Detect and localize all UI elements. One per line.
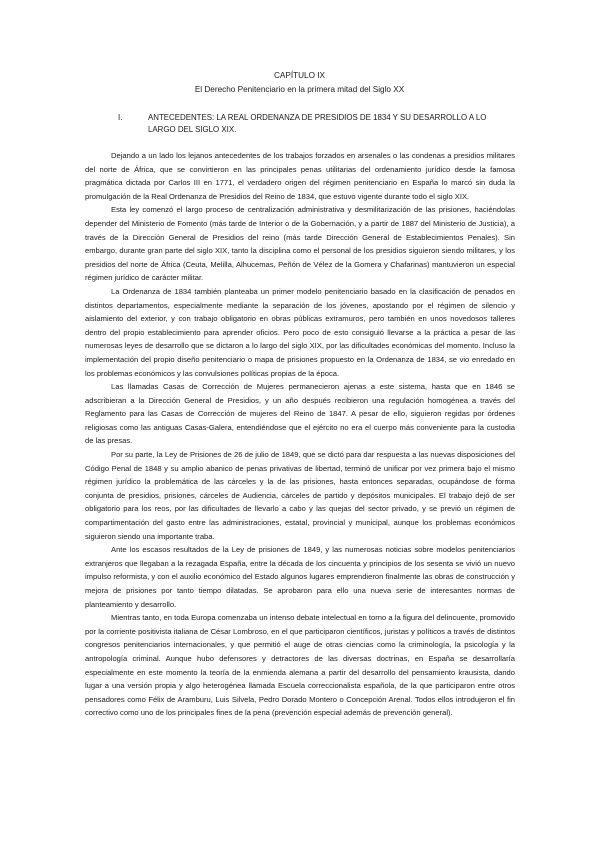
paragraph: Ante los escasos resultados de la Ley de prisiones de 1849, y las numerosas noticias sobre modelos penitenciarios extranjeros que llegaban a la rezagada España, entre la década de los cincuenta y principios de los sesenta se vivió un nuevo impulso reformista, y con el auxilio económico del Estado algunos lugares emprendieron finalmente las obras de construcción y mejora de prisiones por tanto tiempo dilatadas. Se aprobaron para ello una nueva serie de interesantes normas de planteamiento y desarrollo. [85, 545, 515, 609]
chapter-title: El Derecho Penitenciario en la primera mitad del Siglo XX [194, 85, 405, 94]
paragraph: Dejando a un lado los lejanos antecedentes de los trabajos forzados en arsenales o las condenas a presidios militares del norte de África, que se convirtieron en las principales penas utilitarias del ordenamiento jurídico desde la famosa pragmática dictada por Carlos III en 1771, el verdadero origen del régimen penitenciario en España lo marcó sin duda la promulgación de la Real Ordenanza de Presidios del Reino de 1834, que estuvo vigente durante todo el siglo XIX. [85, 151, 515, 201]
body-text [85, 149, 515, 720]
paragraph: La Ordenanza de 1834 también planteaba un primer modelo penitenciario basado en la clasificación de penados en distintos departamentos, especialmente mediante la separación de los jóvenes, apostando por el régimen de silencio y aislamiento del exterior, y con trabajo obligatorio en obras públicas extramuros, pero también en unos novedosos talleres dentro del propio establecimiento para aprender oficios. Pero poco de esto consiguió llevarse a la práctica a pesar de las numerosas leyes de desarrollo que se dictaron a lo largo del siglo XIX, por las dificultades económicas del momento. Incluso la implementación del propio diseño penitenciario o mapa de prisiones propuesto en la Ordenanza de 1834, se vio enredado en los problemas económicos y las convulsiones políticas propias de la época. [85, 286, 515, 378]
section-number: I. [118, 113, 123, 122]
chapter-label: CAPÍTULO IX [274, 71, 325, 80]
paragraph: Mientras tanto, en toda Europa comenzaba un intenso debate intelectual en torno a la figura del delincuente, promovido por la corriente positivista italiana de César Lombroso, en el que participaron científicos, juristas y políticos a través de distintos congresos penitenciarios internacionales, y que permitió el auge de otras ciencias como la criminología, la psicología y la antropología criminal. Aunque hubo defensores y detractores de las diversas doctrinas, en España se desarrollaría especialmente en este momento la teoría de la enmienda alemana a partir del desarrollo del pensamiento krausista, dando lugar a una versión propia y algo heterogénea llamada Escuela correccionalista española, de la que participaron entre otros pensadores como Félix de Aramburu, Luis Silvela, Pedro Dorado Montero o Concepción Arenal. Todos ellos introdujeron el fin correctivo como uno de los principales fines de la pena (prevención especial además de prevención general). [85, 613, 515, 718]
paragraph: Las llamadas Casas de Corrección de Mujeres permanecieron ajenas a este sistema, hasta que en 1846 se adscribieran a la Dirección General de Presidios, y un año después recibieron una regulación homogénea a través del Reglamento para las Casas de Corrección de mujeres del Reino de 1847. A pesar de ello, siguieron regidas por órdenes religiosas como las antiguas Casas-Galera, entendiéndose que el ejército no era el cuerpo más conveniente para la custodia de las presas. [85, 382, 515, 446]
section-title: ANTECEDENTES: LA REAL ORDENANZA DE PRESIDIOS DE 1834 Y SU DESARROLLO A LO LARGO DEL SIGLO XIX. [148, 113, 487, 135]
paragraph: Por su parte, la Ley de Prisiones de 26 de julio de 1849, que se dictó para dar respuesta a las nuevas disposiciones del Código Penal de 1848 y su amplio abanico de penas privativas de libertad, terminó de unificar por vez primera bajo el mismo régimen jurídico la problemática de las cárceles y la de las prisiones, hasta entonces separadas, ocupándose de forma conjunta de presidios, prisiones, cárceles de Audiencia, cárceles de partido y depósitos municipales. El trabajo dejó de ser obligatorio para los reos, por las dificultades de llevarlo a cabo y las quejas del sector privado, y se previó un régimen de compartimentación del gasto entre las administraciones, estatal, provincial y municipal, aunque los problemas económicos siguieron siendo una importante traba. [85, 450, 515, 541]
paragraph: Esta ley comenzó el largo proceso de centralización administrativa y desmilitarización de las prisiones, haciéndolas depender del Ministerio de Fomento (más tarde de Interior o de la Gobernación, y a partir de 1887 del Ministerio de Justicia), a través de la Dirección General de Presidios del reino (más tarde Dirección General de Establecimientos Penales). Sin embargo, durante gran parte del siglo XIX, tanto la disciplina como el personal de los presidios siguieron siendo militares, y los presidios del norte de África (Ceuta, Melilla, Alhucemas, Peñón de Vélez de la Gomera y Chafarinas) mantuvieron un especial régimen jurídico de carácter militar. [85, 205, 515, 283]
